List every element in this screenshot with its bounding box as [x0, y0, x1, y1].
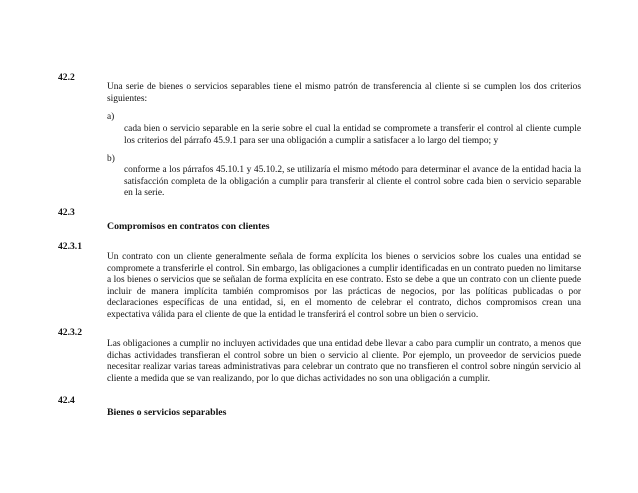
section-42-3-1-text: Un contrato con un cliente generalmente señala de forma explícita los bienes o servicios sobre los cuales una entidad se compromete a transferirle el control. Sin embargo, las obligaciones a cumplir identificadas en un contrato pueden no limitarse a los bienes o servicios que se señalan de forma explícita en ese contrato. Esto se debe a que un contrato con un cliente puede incluir de manera implícita también compromisos por las prácticas de negocios, por las políticas publicadas o por declaraciones específicas de una entidad, si, en el momento de celebrar el contrato, dichos compromisos crean una expectativa válida para el cliente de que la entidad le transferirá el control sobre un bien o servicio.	[107, 252, 581, 320]
list-item-a: cada bien o servicio separable en la serie sobre el cual la entidad se compromete a transferir el control al cliente cumple los criterios del párrafo 45.9.1 para ser una obligación a cumplir a satisfacer a lo largo del tiempo; y	[124, 124, 581, 146]
section-42-3-2-text: Las obligaciones a cumplir no incluyen actividades que una entidad debe llevar a cabo para cumplir un contrato, a menos que dichas actividades transfieran el control sobre un bien o servicio al cliente. Por ejemplo, un proveedor de servicios puede necesitar realizar varias tareas administrativas para celebrar un contrato que no transfieren el control sobre ningún servicio al cliente a medida que se van realizando, por lo que dichas actividades no son una obligación a cumplir.	[107, 339, 581, 384]
section-heading-42-4: Bienes o servicios separables	[107, 407, 227, 418]
section-number-42-3-1: 42.3.1	[58, 241, 82, 252]
section-number-42-4: 42.4	[58, 395, 75, 406]
list-item-b: conforme a los párrafos 45.10.1 y 45.10.2, se utilizaría el mismo método para determinar el avance de la entidad hacia la satisfacción completa de la obligación a cumplir para transferir al cliente el control sobre cada bien o servicio separable en la serie.	[124, 165, 581, 199]
section-number-42-3-2: 42.3.2	[58, 327, 82, 338]
list-marker-b: b)	[107, 154, 115, 164]
list-marker-a: a)	[107, 112, 115, 122]
section-number-42-3: 42.3	[58, 207, 75, 218]
section-heading-42-3: Compromisos en contratos con clientes	[107, 221, 270, 232]
section-number-42-2: 42.2	[58, 72, 75, 83]
section-42-2-intro: Una serie de bienes o servicios separables tiene el mismo patrón de transferencia al cliente si se cumplen los dos criterios siguientes:	[107, 82, 581, 104]
